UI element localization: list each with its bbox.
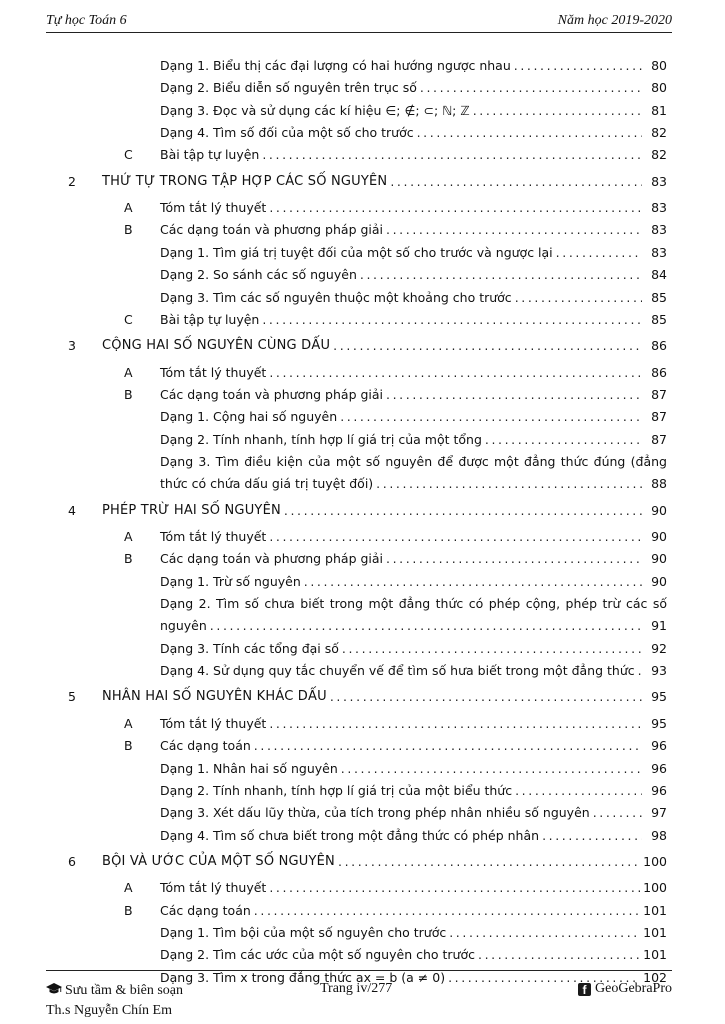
toc-row[interactable] <box>0 310 725 330</box>
dot-leader <box>478 945 640 965</box>
toc-entry-title: Dạng 3. Tìm x trong đẳng thức ax = b (a ≠ 0) <box>160 969 446 985</box>
toc-page-number: 101 <box>643 924 667 940</box>
toc-row[interactable] <box>0 220 725 240</box>
dot-leader <box>420 78 642 98</box>
toc-entry[interactable] <box>160 527 667 547</box>
dot-leader <box>515 781 642 801</box>
toc-row[interactable] <box>0 145 725 165</box>
toc-entry-title: Dạng 1. Nhân hai số nguyên <box>160 760 338 776</box>
toc-entry[interactable] <box>160 430 667 450</box>
toc-page-number: 92 <box>651 640 667 656</box>
toc-entry[interactable] <box>160 923 667 943</box>
dot-leader <box>262 145 642 165</box>
toc-row[interactable] <box>0 945 725 965</box>
toc-row[interactable] <box>0 923 725 943</box>
toc-row[interactable] <box>0 288 725 308</box>
dot-leader <box>269 363 642 383</box>
toc-row[interactable] <box>0 616 725 636</box>
toc-page-number: 96 <box>651 782 667 798</box>
toc-entry-title: Các dạng toán <box>160 902 251 918</box>
toc-entry[interactable] <box>160 363 667 383</box>
toc-entry-title: Dạng 2. Tìm các ước của một số nguyên cho trước <box>160 947 475 963</box>
dot-leader <box>341 759 642 779</box>
chapter-number: 5 <box>68 689 76 705</box>
toc-entry[interactable] <box>160 56 667 76</box>
toc-page-number: 83 <box>651 244 667 260</box>
toc-page-number: 95 <box>651 689 667 705</box>
footer-credit-line2: Th.s Nguyễn Chín Em <box>46 1003 172 1018</box>
toc-page-number: 100 <box>643 880 667 896</box>
dot-leader <box>269 527 642 547</box>
toc-entry-title: BỘI VÀ ƯỚC CỦA MỘT SỐ NGUYÊN <box>102 853 335 869</box>
toc-page-number: 100 <box>643 853 667 869</box>
toc-entry[interactable] <box>102 501 667 521</box>
toc-entry[interactable] <box>160 288 667 308</box>
toc-entry-title: Dạng 2. So sánh các số nguyên <box>160 267 357 283</box>
dot-leader <box>262 310 642 330</box>
toc-entry-title: Dạng 1. Cộng hai số nguyên <box>160 409 338 425</box>
toc-entry[interactable] <box>160 878 667 898</box>
toc-page-number: 95 <box>651 715 667 731</box>
dot-leader <box>485 430 642 450</box>
toc-entry-title: Tóm tắt lý thuyết <box>160 715 267 731</box>
dot-leader <box>449 923 640 943</box>
toc-entry[interactable] <box>160 616 667 636</box>
toc-page-number: 98 <box>651 827 667 843</box>
footer-credit-line1: Sưu tầm & biên soạn <box>65 983 184 998</box>
toc-entry[interactable] <box>160 661 667 681</box>
toc-entry[interactable] <box>160 901 667 921</box>
dot-leader <box>269 714 642 734</box>
toc-entry[interactable] <box>160 123 667 143</box>
toc-entry[interactable] <box>102 172 667 192</box>
toc-row[interactable] <box>0 687 725 707</box>
toc-row[interactable] <box>0 826 725 846</box>
dot-leader <box>390 172 642 192</box>
toc-entry-title: Dạng 1. Biểu thị các đại lượng có hai hướng ngược nhau <box>160 58 511 73</box>
toc-row[interactable] <box>0 736 725 756</box>
toc-row[interactable] <box>0 336 725 356</box>
footer-brand[interactable] <box>578 981 672 997</box>
dot-leader <box>376 474 642 494</box>
section-letter: A <box>124 200 133 216</box>
toc-entry[interactable] <box>160 572 667 592</box>
toc-entry-title: Dạng 4. Tìm số đối của một số cho trước <box>160 125 414 141</box>
toc-entry-title: Dạng 2. Tính nhanh, tính hợp lí giá trị của một biểu thức <box>160 782 513 798</box>
toc-row[interactable] <box>0 661 725 681</box>
toc-entry-title: Tóm tắt lý thuyết <box>160 529 267 544</box>
toc-entry-title: thức có chứa dấu giá trị tuyệt đối) <box>160 476 374 492</box>
toc-page-number: 83 <box>651 200 667 216</box>
toc-entry-title: Các dạng toán và phương pháp giải <box>160 386 384 402</box>
toc-entry-title: Dạng 3. Tính các tổng đại số <box>160 640 339 656</box>
toc-entry-title: Dạng 2. Tính nhanh, tính hợp lí giá trị của một tổng <box>160 431 482 447</box>
header-book-title: Tự học Toán 6 <box>46 13 127 28</box>
toc-entry-title: NHÂN HAI SỐ NGUYÊN KHÁC DẤU <box>102 689 327 705</box>
toc-entry[interactable] <box>160 759 667 779</box>
toc-entry-title: Bài tập tự luyện <box>160 147 260 163</box>
dot-leader <box>473 101 642 121</box>
toc-row[interactable] <box>0 714 725 734</box>
facebook-icon: f <box>578 983 591 996</box>
toc-page-number: 101 <box>643 902 667 918</box>
toc-entry[interactable] <box>160 781 667 801</box>
toc-entry-title: PHÉP TRỪ HAI SỐ NGUYÊN <box>102 502 281 518</box>
toc-entry[interactable] <box>160 101 667 121</box>
toc-entry[interactable] <box>160 639 667 659</box>
toc-page-number: 90 <box>651 551 667 567</box>
toc-row[interactable] <box>0 265 725 285</box>
toc-page-number: 87 <box>651 386 667 402</box>
toc-row[interactable] <box>0 759 725 779</box>
toc-row[interactable] <box>0 198 725 218</box>
toc-entry[interactable] <box>160 803 667 823</box>
toc-entry[interactable] <box>160 407 667 427</box>
section-letter: B <box>124 551 133 567</box>
dot-leader <box>386 385 642 405</box>
toc-page-number: 82 <box>651 147 667 163</box>
toc-page-number: 86 <box>651 364 667 380</box>
toc-page-number: 85 <box>651 311 667 327</box>
toc-row[interactable] <box>0 803 725 823</box>
toc-entry[interactable] <box>102 852 667 872</box>
toc-entry-title: Tóm tắt lý thuyết <box>160 200 267 216</box>
toc-page-number: 93 <box>651 663 667 679</box>
dot-leader <box>542 826 642 846</box>
toc-entry[interactable] <box>160 736 667 756</box>
chapter-number: 2 <box>68 173 76 189</box>
toc-entry-title: Các dạng toán và phương pháp giải <box>160 222 384 238</box>
toc-page-number: 90 <box>651 573 667 589</box>
toc-entry-title: Bài tập tự luyện <box>160 311 260 327</box>
section-letter: C <box>124 147 133 163</box>
toc-page-number: 96 <box>651 738 667 754</box>
dot-leader <box>269 878 640 898</box>
toc-entry-title: Các dạng toán <box>160 738 251 754</box>
section-letter: B <box>124 902 133 918</box>
dot-leader <box>284 501 642 521</box>
toc-entry-title: Dạng 1. Tìm giá trị tuyệt đối của một số cho trước và ngược lại <box>160 244 553 260</box>
toc-row[interactable] <box>0 527 725 547</box>
dot-leader <box>304 572 642 592</box>
toc-entry[interactable] <box>102 687 667 707</box>
toc-row[interactable] <box>0 639 725 659</box>
toc-row[interactable] <box>0 407 725 427</box>
section-letter: C <box>124 311 133 327</box>
dot-leader <box>386 549 642 569</box>
dot-leader <box>254 736 642 756</box>
footer-brand-name: GeoGebraPro <box>595 981 672 996</box>
toc-page-number: 91 <box>651 618 667 634</box>
section-letter: B <box>124 222 133 238</box>
toc-entry[interactable] <box>160 265 667 285</box>
toc-entry-title: Dạng 1. Tìm bội của một số nguyên cho trước <box>160 924 447 940</box>
toc-entry[interactable] <box>160 714 667 734</box>
page-header <box>46 12 672 33</box>
toc-entry-title: nguyên <box>160 618 207 634</box>
toc-page-number: 82 <box>651 125 667 141</box>
toc-row[interactable] <box>0 901 725 921</box>
section-letter: B <box>124 738 133 754</box>
toc-entry-title: Dạng 1. Trừ số nguyên <box>160 573 301 589</box>
dot-leader <box>333 336 642 356</box>
toc-entry[interactable] <box>160 78 667 98</box>
section-letter: A <box>124 715 133 731</box>
toc-row[interactable] <box>0 385 725 405</box>
chapter-number: 6 <box>68 853 76 869</box>
toc-entry-title-line: Dạng 2. Tìm số chưa biết trong một đẳng thức có phép cộng, phép trừ các số <box>160 596 667 612</box>
toc-row[interactable] <box>0 78 725 98</box>
dot-leader <box>210 616 642 636</box>
toc-entry[interactable] <box>160 310 667 330</box>
toc-page-number: 97 <box>651 805 667 821</box>
dot-leader <box>360 265 642 285</box>
toc-entry[interactable] <box>160 826 667 846</box>
toc-entry-title: Dạng 2. Biểu diễn số nguyên trên trục số <box>160 80 417 96</box>
toc-page-number: 88 <box>651 476 667 492</box>
toc-page-number: 86 <box>651 338 667 354</box>
dot-leader <box>556 243 642 263</box>
toc-page-number: 83 <box>651 222 667 238</box>
toc-entry[interactable] <box>102 336 667 356</box>
toc-page-number: 81 <box>651 102 667 118</box>
toc-entry-title-line: Dạng 3. Tìm điều kiện của một số nguyên để được một đẳng thức đúng (đẳng <box>160 453 667 469</box>
dot-leader <box>338 852 640 872</box>
toc-row[interactable] <box>0 501 725 521</box>
dot-leader <box>515 288 642 308</box>
toc-row[interactable] <box>0 101 725 121</box>
toc-page-number: 102 <box>643 969 667 985</box>
toc-row[interactable] <box>0 123 725 143</box>
toc-entry[interactable] <box>160 145 667 165</box>
toc-entry-title: CỘNG HAI SỐ NGUYÊN CÙNG DẤU <box>102 338 331 354</box>
toc-entry[interactable] <box>160 945 667 965</box>
toc-entry-title: Dạng 3. Xét dấu lũy thừa, của tích trong phép nhân nhiều số nguyên <box>160 805 590 821</box>
dot-leader <box>417 123 642 143</box>
toc-entry-title: Dạng 3. Tìm các số nguyên thuộc một khoảng cho trước <box>160 289 512 305</box>
toc-row[interactable] <box>0 474 725 494</box>
toc-page-number: 90 <box>651 529 667 544</box>
toc-row[interactable] <box>0 56 725 76</box>
header-school-year: Năm học 2019-2020 <box>557 13 672 28</box>
dot-leader <box>330 687 642 707</box>
dot-leader <box>342 639 642 659</box>
dot-leader <box>593 803 642 823</box>
section-letter: A <box>124 364 133 380</box>
toc-page-number: 83 <box>651 173 667 189</box>
toc-entry[interactable] <box>160 243 667 263</box>
dot-leader <box>340 407 642 427</box>
toc-row[interactable] <box>0 430 725 450</box>
toc-entry[interactable] <box>160 385 667 405</box>
toc-page-number: 85 <box>651 289 667 305</box>
dot-leader <box>254 901 640 921</box>
toc-entry[interactable] <box>160 549 667 569</box>
chapter-number: 3 <box>68 338 76 354</box>
toc-page-number: 90 <box>651 502 667 518</box>
toc-entry-title: THỨ TỰ TRONG TẬP HỢP CÁC SỐ NGUYÊN <box>102 173 388 189</box>
toc-entry-title: Dạng 3. Đọc và sử dụng các kí hiệu ∈; ∉; ⊂; ℕ; ℤ <box>160 102 470 118</box>
toc-row[interactable] <box>0 852 725 872</box>
toc-entry-title: Dạng 4. Tìm số chưa biết trong một đẳng thức có phép nhân <box>160 827 540 843</box>
toc-page-number: 80 <box>651 58 667 73</box>
dot-leader <box>269 198 642 218</box>
toc-row[interactable] <box>0 572 725 592</box>
chapter-number: 4 <box>68 502 76 518</box>
section-letter: A <box>124 529 133 544</box>
toc-page-number: 96 <box>651 760 667 776</box>
section-letter: B <box>124 386 133 402</box>
graduation-cap-icon <box>46 983 62 995</box>
toc-page-number: 80 <box>651 80 667 96</box>
toc-row[interactable] <box>0 549 725 569</box>
toc-row[interactable] <box>0 243 725 263</box>
toc-entry[interactable] <box>160 198 667 218</box>
dot-leader <box>514 56 642 76</box>
toc-page-number: 84 <box>651 267 667 283</box>
toc-row[interactable] <box>0 172 725 192</box>
toc-page-number: 101 <box>643 947 667 963</box>
footer-credits <box>46 981 183 1021</box>
toc-entry[interactable] <box>160 474 667 494</box>
toc-entry-title: Tóm tắt lý thuyết <box>160 364 267 380</box>
section-letter: A <box>124 880 133 896</box>
footer-page-number: Trang iv/277 <box>320 981 393 996</box>
toc-entry-title: Các dạng toán và phương pháp giải <box>160 551 384 567</box>
toc-page-number: 87 <box>651 431 667 447</box>
toc-row[interactable] <box>0 781 725 801</box>
toc-row[interactable] <box>0 878 725 898</box>
toc-entry-title: Dạng 4. Sử dụng quy tắc chuyển vế để tìm số hưa biết trong một đẳng thức <box>160 663 635 679</box>
toc-entry-title: Tóm tắt lý thuyết <box>160 880 267 896</box>
toc-entry[interactable] <box>160 220 667 240</box>
dot-leader <box>386 220 642 240</box>
toc-page-number: 87 <box>651 409 667 425</box>
toc-row[interactable] <box>0 363 725 383</box>
